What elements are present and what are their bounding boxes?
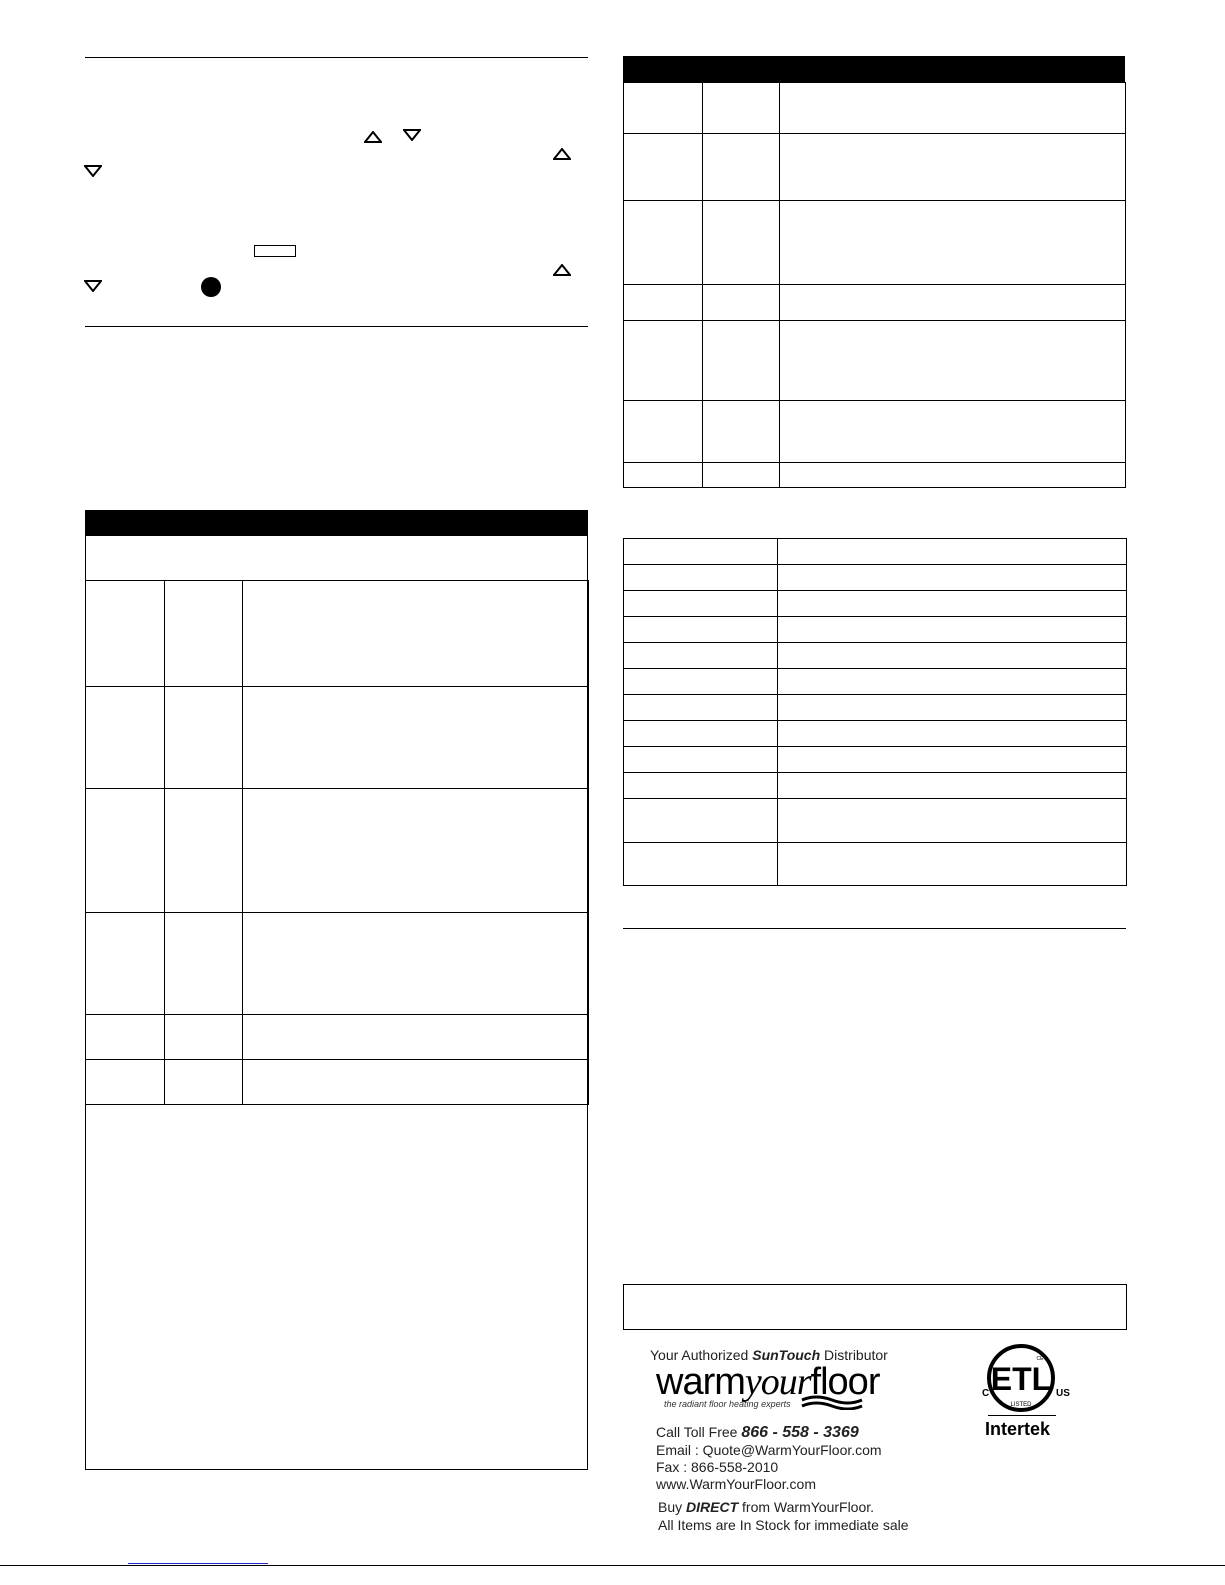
email-line: Email : Quote@WarmYourFloor.com bbox=[656, 1442, 882, 1458]
table-row bbox=[86, 789, 589, 913]
warmyourfloor-logo: warmyourfloor bbox=[656, 1361, 880, 1403]
up-arrow-icon bbox=[553, 264, 571, 276]
specs-table-grid bbox=[623, 538, 1127, 886]
down-arrow-icon bbox=[84, 280, 102, 292]
suntouch-brand: SunTouch bbox=[752, 1347, 821, 1363]
table-row bbox=[624, 591, 1127, 617]
buy-direct-line: Buy DIRECT from WarmYourFloor. bbox=[658, 1499, 875, 1515]
website-line: www.WarmYourFloor.com bbox=[656, 1476, 817, 1492]
left-table-grid bbox=[85, 580, 589, 1105]
table-row bbox=[86, 1015, 589, 1060]
key-button-outline bbox=[254, 245, 296, 257]
table-row bbox=[624, 201, 1126, 285]
right-top-table-grid bbox=[623, 82, 1126, 488]
table-row bbox=[624, 643, 1127, 669]
table-row bbox=[624, 669, 1127, 695]
table-row bbox=[624, 565, 1127, 591]
small-mark: CE bbox=[1036, 1356, 1044, 1362]
table-row bbox=[86, 687, 589, 789]
table-row bbox=[624, 134, 1126, 201]
up-arrow-icon bbox=[364, 131, 382, 143]
up-arrow-icon bbox=[553, 148, 571, 160]
table-row bbox=[624, 539, 1127, 565]
c-letter: C bbox=[982, 1388, 990, 1399]
table-row bbox=[624, 83, 1126, 134]
table-row bbox=[86, 581, 589, 687]
authorized-distributor-line: Your Authorized SunTouch Distributor bbox=[650, 1347, 888, 1363]
down-arrow-icon bbox=[403, 129, 421, 141]
table-row bbox=[624, 695, 1127, 721]
footer-link-underline[interactable] bbox=[128, 1563, 268, 1564]
table-row bbox=[624, 285, 1126, 321]
logo-tagline: the radiant floor heating experts bbox=[664, 1399, 791, 1409]
table-row bbox=[624, 773, 1127, 799]
left-top-rule bbox=[85, 57, 588, 58]
call-toll-free-line: Call Toll Free 866 - 558 - 3369 bbox=[656, 1424, 859, 1441]
left-table-header-bar bbox=[85, 510, 588, 536]
right-table-header-bar bbox=[623, 56, 1125, 83]
etl-letters: ETL bbox=[990, 1361, 1052, 1397]
logo-wave-icon bbox=[800, 1394, 864, 1410]
table-row bbox=[624, 843, 1127, 886]
down-arrow-icon bbox=[84, 165, 102, 177]
table-row bbox=[624, 321, 1126, 401]
in-stock-line: All Items are In Stock for immediate sale bbox=[658, 1517, 909, 1533]
phone-number: 866 - 558 - 3369 bbox=[741, 1424, 859, 1441]
left-section-rule bbox=[85, 326, 588, 327]
table-row bbox=[624, 463, 1126, 488]
fax-line: Fax : 866-558-2010 bbox=[656, 1459, 779, 1475]
intertek-brand: Intertek bbox=[985, 1419, 1051, 1439]
us-letters: US bbox=[1056, 1388, 1070, 1399]
notice-box bbox=[623, 1284, 1127, 1330]
table-row bbox=[624, 721, 1127, 747]
table-row bbox=[86, 1060, 589, 1105]
right-section-rule bbox=[623, 928, 1126, 929]
etl-listed-mark-icon bbox=[978, 1338, 1078, 1418]
table-row bbox=[624, 617, 1127, 643]
listed-word: LISTED bbox=[1010, 1402, 1032, 1408]
intertek-rule bbox=[988, 1415, 1056, 1416]
footer-rule bbox=[0, 1565, 1225, 1566]
filled-circle-icon bbox=[201, 277, 221, 297]
table-row bbox=[624, 799, 1127, 843]
table-row bbox=[624, 401, 1126, 463]
table-row bbox=[86, 913, 589, 1015]
table-row bbox=[624, 747, 1127, 773]
